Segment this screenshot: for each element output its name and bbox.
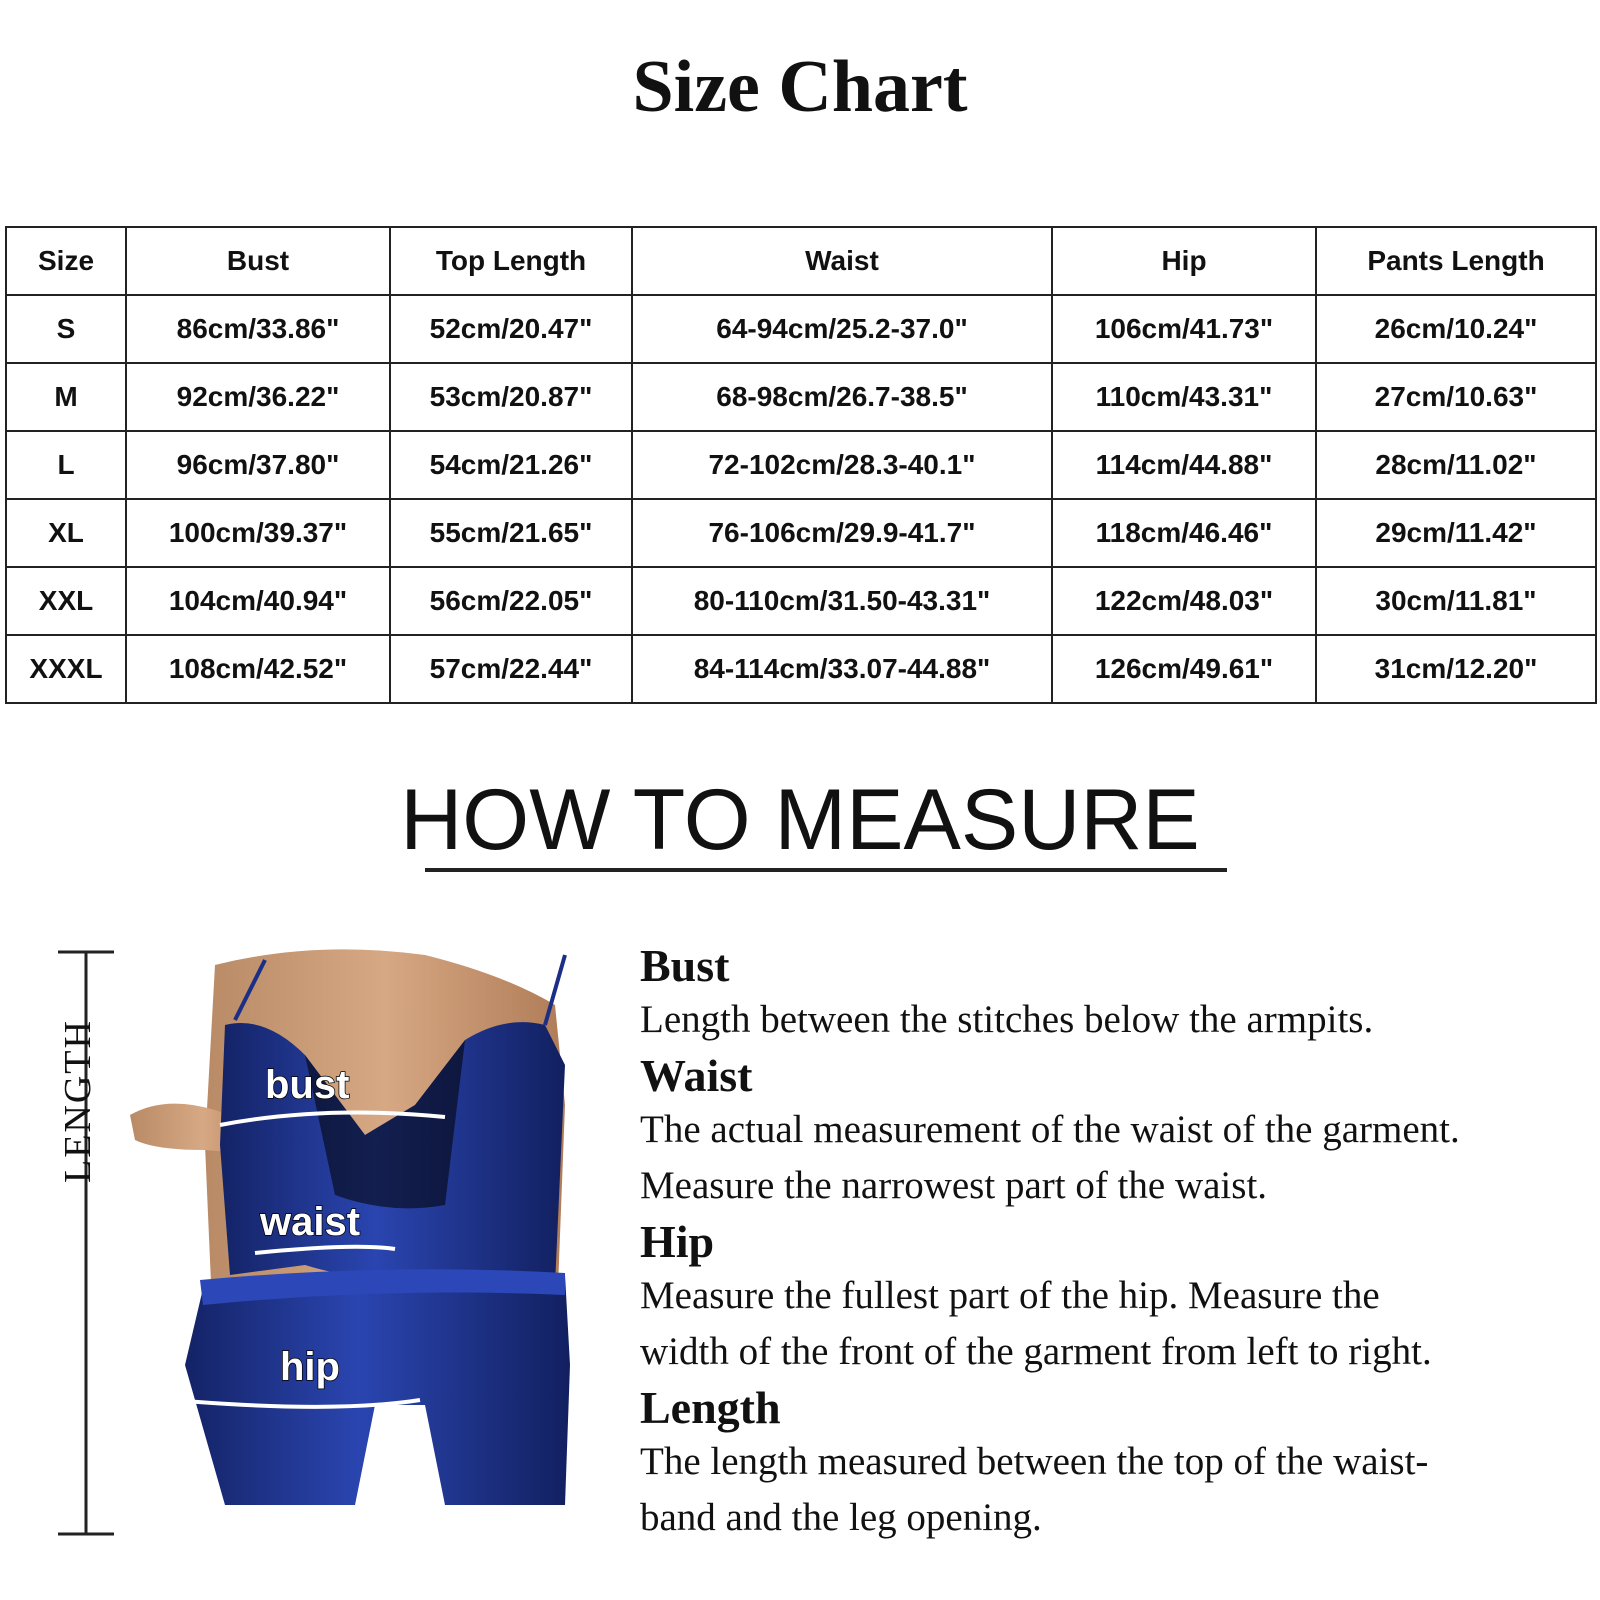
- term-waist: Waist: [640, 1050, 753, 1101]
- cell-waist: 76-106cm/29.9-41.7": [632, 499, 1052, 567]
- cell-waist: 64-94cm/25.2-37.0": [632, 295, 1052, 363]
- model-figure: [125, 945, 625, 1545]
- desc-hip-line: width of the front of the garment from left to right.: [640, 1330, 1432, 1373]
- cell-size: M: [6, 363, 126, 431]
- cell-size: XXXL: [6, 635, 126, 703]
- cell-size: L: [6, 431, 126, 499]
- term-hip: Hip: [640, 1216, 715, 1267]
- cell-size: XL: [6, 499, 126, 567]
- cell-waist: 72-102cm/28.3-40.1": [632, 431, 1052, 499]
- figure-label-bust: bust: [265, 1063, 350, 1107]
- size-table: [5, 226, 1597, 704]
- header-size: Size: [6, 227, 126, 295]
- cell-size: S: [6, 295, 126, 363]
- desc-waist-line: The actual measurement of the waist of the garment.: [640, 1108, 1460, 1151]
- cell-pants-length: 31cm/12.20": [1316, 635, 1596, 703]
- header-pants-length: Pants Length: [1316, 227, 1596, 295]
- desc-bust-line: Length between the stitches below the armpits.: [640, 998, 1374, 1041]
- header-top-length: Top Length: [390, 227, 632, 295]
- cell-size: XXL: [6, 567, 126, 635]
- cell-pants-length: 29cm/11.42": [1316, 499, 1596, 567]
- cell-pants-length: 27cm/10.63": [1316, 363, 1596, 431]
- size-chart-title: Size Chart: [632, 46, 968, 128]
- desc-length-line: The length measured between the top of the waist-: [640, 1440, 1429, 1483]
- table-row: [6, 567, 1596, 635]
- cell-bust: 108cm/42.52": [126, 635, 390, 703]
- cell-bust: 100cm/39.37": [126, 499, 390, 567]
- cell-hip: 126cm/49.61": [1052, 635, 1316, 703]
- cell-bust: 86cm/33.86": [126, 295, 390, 363]
- header-waist: Waist: [632, 227, 1052, 295]
- cell-hip: 122cm/48.03": [1052, 567, 1316, 635]
- table-header-row: [6, 227, 1596, 295]
- table-row: [6, 363, 1596, 431]
- cell-hip: 114cm/44.88": [1052, 431, 1316, 499]
- cell-bust: 104cm/40.94": [126, 567, 390, 635]
- cell-waist: 68-98cm/26.7-38.5": [632, 363, 1052, 431]
- cell-bust: 92cm/36.22": [126, 363, 390, 431]
- measurement-descriptions: [640, 940, 1590, 1548]
- desc-hip-line: Measure the fullest part of the hip. Measure the: [640, 1274, 1380, 1317]
- pajama-illustration: [125, 945, 625, 1545]
- desc-length-line: band and the leg opening.: [640, 1496, 1042, 1539]
- header-bust: Bust: [126, 227, 390, 295]
- cell-top-length: 57cm/22.44": [390, 635, 632, 703]
- cell-pants-length: 26cm/10.24": [1316, 295, 1596, 363]
- cell-top-length: 54cm/21.26": [390, 431, 632, 499]
- cell-hip: 110cm/43.31": [1052, 363, 1316, 431]
- length-label: LENGTH: [57, 1019, 99, 1183]
- cell-top-length: 56cm/22.05": [390, 567, 632, 635]
- how-to-measure-title: HOW TO MEASURE: [400, 772, 1200, 868]
- table-row: [6, 499, 1596, 567]
- figure-label-hip: hip: [280, 1345, 340, 1389]
- cell-top-length: 55cm/21.65": [390, 499, 632, 567]
- cell-top-length: 52cm/20.47": [390, 295, 632, 363]
- table-row: [6, 295, 1596, 363]
- cell-waist: 80-110cm/31.50-43.31": [632, 567, 1052, 635]
- header-hip: Hip: [1052, 227, 1316, 295]
- cell-top-length: 53cm/20.87": [390, 363, 632, 431]
- cell-pants-length: 28cm/11.02": [1316, 431, 1596, 499]
- cell-waist: 84-114cm/33.07-44.88": [632, 635, 1052, 703]
- cell-hip: 118cm/46.46": [1052, 499, 1316, 567]
- term-length: Length: [640, 1382, 781, 1433]
- cell-hip: 106cm/41.73": [1052, 295, 1316, 363]
- title-underline: [425, 868, 1227, 872]
- table-row: [6, 635, 1596, 703]
- cell-bust: 96cm/37.80": [126, 431, 390, 499]
- figure-label-waist: waist: [260, 1200, 361, 1244]
- table-row: [6, 431, 1596, 499]
- desc-waist-line: Measure the narrowest part of the waist.: [640, 1164, 1268, 1207]
- term-bust: Bust: [640, 940, 730, 991]
- cell-pants-length: 30cm/11.81": [1316, 567, 1596, 635]
